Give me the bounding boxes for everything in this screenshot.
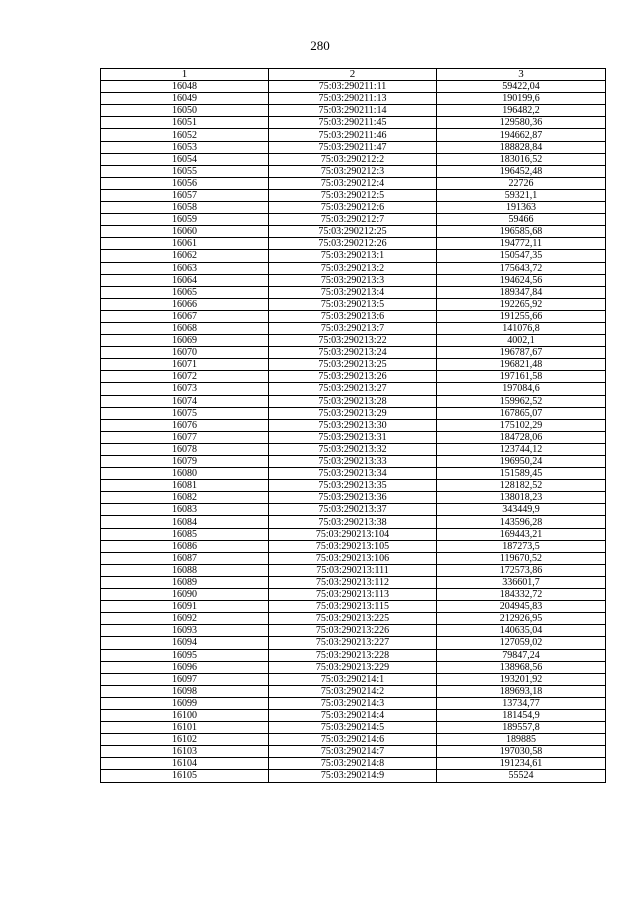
table-row [101,141,606,153]
cadastral-number-cell: 75:03:290214:2 [269,685,437,697]
row-number-cell: 16053 [101,141,269,153]
table-row [101,456,606,468]
row-number-cell: 16084 [101,516,269,528]
value-cell: 159962,52 [437,395,606,407]
value-cell: 172573,86 [437,564,606,576]
cadastral-number-cell: 75:03:290213:229 [269,661,437,673]
row-number-cell: 16068 [101,322,269,334]
row-number-cell: 16052 [101,129,269,141]
row-number-cell: 16059 [101,214,269,226]
column-header-2: 2 [269,69,437,81]
value-cell: 196821,48 [437,359,606,371]
value-cell: 193201,92 [437,673,606,685]
cadastral-number-cell: 75:03:290213:27 [269,383,437,395]
value-cell: 196482,2 [437,105,606,117]
value-cell: 184728,06 [437,431,606,443]
row-number-cell: 16080 [101,468,269,480]
row-number-cell: 16082 [101,492,269,504]
row-number-cell: 16051 [101,117,269,129]
table-row [101,734,606,746]
table-row [101,177,606,189]
table-row [101,310,606,322]
row-number-cell: 16075 [101,407,269,419]
table-row [101,504,606,516]
value-cell: 151589,45 [437,468,606,480]
value-cell: 123744,12 [437,443,606,455]
value-cell: 129580,36 [437,117,606,129]
table-row [101,129,606,141]
cadastral-number-cell: 75:03:290212:26 [269,238,437,250]
row-number-cell: 16074 [101,395,269,407]
row-number-cell: 16070 [101,347,269,359]
cadastral-number-cell: 75:03:290213:35 [269,480,437,492]
table-row [101,262,606,274]
cadastral-number-cell: 75:03:290213:28 [269,395,437,407]
row-number-cell: 16102 [101,734,269,746]
cadastral-number-cell: 75:03:290211:13 [269,93,437,105]
table-row [101,770,606,782]
row-number-cell: 16078 [101,443,269,455]
cadastral-number-cell: 75:03:290213:2 [269,262,437,274]
value-cell: 196787,67 [437,347,606,359]
table-row [101,649,606,661]
table-row [101,492,606,504]
cadastral-number-cell: 75:03:290214:3 [269,697,437,709]
cadastral-number-cell: 75:03:290213:111 [269,564,437,576]
row-number-cell: 16104 [101,758,269,770]
table-body [101,81,606,782]
table-row [101,419,606,431]
row-number-cell: 16087 [101,552,269,564]
cadastral-number-cell: 75:03:290212:4 [269,177,437,189]
cadastral-number-cell: 75:03:290212:3 [269,165,437,177]
column-header-1: 1 [101,69,269,81]
cadastral-number-cell: 75:03:290214:9 [269,770,437,782]
row-number-cell: 16091 [101,601,269,613]
row-number-cell: 16067 [101,310,269,322]
table-row [101,407,606,419]
table-row [101,202,606,214]
value-cell: 197161,58 [437,371,606,383]
cadastral-number-cell: 75:03:290212:5 [269,189,437,201]
table-row [101,722,606,734]
table-row [101,480,606,492]
cadastral-number-cell: 75:03:290211:47 [269,141,437,153]
value-cell: 191255,66 [437,310,606,322]
value-cell: 184332,72 [437,589,606,601]
cadastral-number-cell: 75:03:290213:22 [269,335,437,347]
page-number: 280 [310,38,330,53]
row-number-cell: 16098 [101,685,269,697]
table-row [101,540,606,552]
table-header-row [101,69,606,81]
cadastral-number-cell: 75:03:290213:32 [269,443,437,455]
table-row [101,589,606,601]
value-cell: 189557,8 [437,722,606,734]
row-number-cell: 16063 [101,262,269,274]
row-number-cell: 16062 [101,250,269,262]
cadastral-number-cell: 75:03:290212:7 [269,214,437,226]
table-row [101,117,606,129]
value-cell: 175643,72 [437,262,606,274]
cadastral-number-cell: 75:03:290214:6 [269,734,437,746]
cadastral-number-cell: 75:03:290213:30 [269,419,437,431]
value-cell: 169443,21 [437,528,606,540]
value-cell: 187273,5 [437,540,606,552]
cadastral-number-cell: 75:03:290214:7 [269,746,437,758]
value-cell: 196950,24 [437,456,606,468]
value-cell: 59466 [437,214,606,226]
value-cell: 189347,84 [437,286,606,298]
value-cell: 191234,61 [437,758,606,770]
table-row [101,105,606,117]
cadastral-number-cell: 75:03:290212:6 [269,202,437,214]
row-number-cell: 16073 [101,383,269,395]
table-row [101,746,606,758]
value-cell: 336601,7 [437,576,606,588]
value-cell: 197084,6 [437,383,606,395]
value-cell: 22726 [437,177,606,189]
value-cell: 192265,92 [437,298,606,310]
value-cell: 194662,87 [437,129,606,141]
value-cell: 196452,48 [437,165,606,177]
cadastral-number-cell: 75:03:290214:5 [269,722,437,734]
cadastral-number-cell: 75:03:290212:2 [269,153,437,165]
row-number-cell: 16094 [101,637,269,649]
value-cell: 59422,04 [437,81,606,93]
value-cell: 150547,35 [437,250,606,262]
row-number-cell: 16092 [101,613,269,625]
value-cell: 167865,07 [437,407,606,419]
row-number-cell: 16088 [101,564,269,576]
row-number-cell: 16057 [101,189,269,201]
value-cell: 119670,52 [437,552,606,564]
cadastral-number-cell: 75:03:290213:37 [269,504,437,516]
value-cell: 4002,1 [437,335,606,347]
cadastral-number-cell: 75:03:290213:1 [269,250,437,262]
row-number-cell: 16050 [101,105,269,117]
value-cell: 194772,11 [437,238,606,250]
table-row [101,661,606,673]
row-number-cell: 16064 [101,274,269,286]
table-row [101,165,606,177]
row-number-cell: 16081 [101,480,269,492]
cadastral-number-cell: 75:03:290212:25 [269,226,437,238]
cadastral-number-cell: 75:03:290211:11 [269,81,437,93]
value-cell: 189885 [437,734,606,746]
cadastral-number-cell: 75:03:290213:26 [269,371,437,383]
row-number-cell: 16096 [101,661,269,673]
table-row [101,758,606,770]
row-number-cell: 16072 [101,371,269,383]
row-number-cell: 16099 [101,697,269,709]
table-row [101,637,606,649]
row-number-cell: 16054 [101,153,269,165]
table-row [101,371,606,383]
row-number-cell: 16076 [101,419,269,431]
cadastral-number-cell: 75:03:290214:1 [269,673,437,685]
cadastral-number-cell: 75:03:290214:8 [269,758,437,770]
table-row [101,347,606,359]
cadastral-number-cell: 75:03:290213:104 [269,528,437,540]
value-cell: 190199,6 [437,93,606,105]
table-row [101,516,606,528]
cadastral-number-cell: 75:03:290213:36 [269,492,437,504]
table-row [101,564,606,576]
row-number-cell: 16069 [101,335,269,347]
row-number-cell: 16097 [101,673,269,685]
row-number-cell: 16058 [101,202,269,214]
value-cell: 140635,04 [437,625,606,637]
row-number-cell: 16077 [101,431,269,443]
cadastral-number-cell: 75:03:290213:5 [269,298,437,310]
value-cell: 13734,77 [437,697,606,709]
row-number-cell: 16055 [101,165,269,177]
value-cell: 188828,84 [437,141,606,153]
value-cell: 143596,28 [437,516,606,528]
row-number-cell: 16105 [101,770,269,782]
value-cell: 127059,02 [437,637,606,649]
table-row [101,214,606,226]
cadastral-number-cell: 75:03:290213:38 [269,516,437,528]
value-cell: 212926,95 [437,613,606,625]
column-header-3: 3 [437,69,606,81]
cadastral-number-cell: 75:03:290213:106 [269,552,437,564]
value-cell: 79847,24 [437,649,606,661]
table-row [101,226,606,238]
table-row [101,601,606,613]
table-row [101,709,606,721]
row-number-cell: 16065 [101,286,269,298]
row-number-cell: 16060 [101,226,269,238]
value-cell: 204945,83 [437,601,606,613]
row-number-cell: 16103 [101,746,269,758]
cadastral-number-cell: 75:03:290213:3 [269,274,437,286]
table-row [101,673,606,685]
cadastral-number-cell: 75:03:290213:29 [269,407,437,419]
row-number-cell: 16061 [101,238,269,250]
row-number-cell: 16071 [101,359,269,371]
cadastral-number-cell: 75:03:290213:113 [269,589,437,601]
table-row [101,81,606,93]
value-cell: 141076,8 [437,322,606,334]
row-number-cell: 16093 [101,625,269,637]
cadastral-number-cell: 75:03:290213:227 [269,637,437,649]
value-cell: 197030,58 [437,746,606,758]
row-number-cell: 16086 [101,540,269,552]
row-number-cell: 16049 [101,93,269,105]
table-row [101,286,606,298]
value-cell: 181454,9 [437,709,606,721]
table-row [101,576,606,588]
row-number-cell: 16048 [101,81,269,93]
table-row [101,431,606,443]
value-cell: 138968,56 [437,661,606,673]
row-number-cell: 16066 [101,298,269,310]
cadastral-number-cell: 75:03:290213:105 [269,540,437,552]
table-row [101,238,606,250]
value-cell: 194624,56 [437,274,606,286]
row-number-cell: 16090 [101,589,269,601]
cadastral-number-cell: 75:03:290213:115 [269,601,437,613]
cadastral-number-cell: 75:03:290211:46 [269,129,437,141]
value-cell: 55524 [437,770,606,782]
table-row [101,443,606,455]
cadastral-number-cell: 75:03:290213:226 [269,625,437,637]
value-cell: 175102,29 [437,419,606,431]
cadastral-number-cell: 75:03:290213:24 [269,347,437,359]
table-row [101,250,606,262]
cadastral-number-cell: 75:03:290211:45 [269,117,437,129]
row-number-cell: 16101 [101,722,269,734]
value-cell: 191363 [437,202,606,214]
table-row [101,613,606,625]
table-row [101,685,606,697]
table-row [101,383,606,395]
cadastral-number-cell: 75:03:290213:225 [269,613,437,625]
value-cell: 183016,52 [437,153,606,165]
cadastral-number-cell: 75:03:290213:228 [269,649,437,661]
row-number-cell: 16089 [101,576,269,588]
table-row [101,93,606,105]
cadastral-number-cell: 75:03:290211:14 [269,105,437,117]
value-cell: 196585,68 [437,226,606,238]
row-number-cell: 16079 [101,456,269,468]
data-table [100,68,606,783]
row-number-cell: 16056 [101,177,269,189]
table-row [101,625,606,637]
cadastral-number-cell: 75:03:290213:25 [269,359,437,371]
row-number-cell: 16083 [101,504,269,516]
table-row [101,528,606,540]
table-row [101,552,606,564]
table-row [101,468,606,480]
value-cell: 343449,9 [437,504,606,516]
cadastral-number-cell: 75:03:290213:6 [269,310,437,322]
value-cell: 189693,18 [437,685,606,697]
table-row [101,395,606,407]
cadastral-number-cell: 75:03:290213:33 [269,456,437,468]
cadastral-number-cell: 75:03:290213:7 [269,322,437,334]
cadastral-number-cell: 75:03:290214:4 [269,709,437,721]
cadastral-number-cell: 75:03:290213:4 [269,286,437,298]
cadastral-number-cell: 75:03:290213:112 [269,576,437,588]
table-row [101,697,606,709]
row-number-cell: 16085 [101,528,269,540]
table-row [101,359,606,371]
cadastral-number-cell: 75:03:290213:34 [269,468,437,480]
value-cell: 59321,1 [437,189,606,201]
table-row [101,189,606,201]
table-row [101,153,606,165]
value-cell: 128182,52 [437,480,606,492]
table-row [101,298,606,310]
table-row [101,335,606,347]
row-number-cell: 16095 [101,649,269,661]
table-row [101,322,606,334]
cadastral-number-cell: 75:03:290213:31 [269,431,437,443]
value-cell: 138018,23 [437,492,606,504]
table-row [101,274,606,286]
row-number-cell: 16100 [101,709,269,721]
